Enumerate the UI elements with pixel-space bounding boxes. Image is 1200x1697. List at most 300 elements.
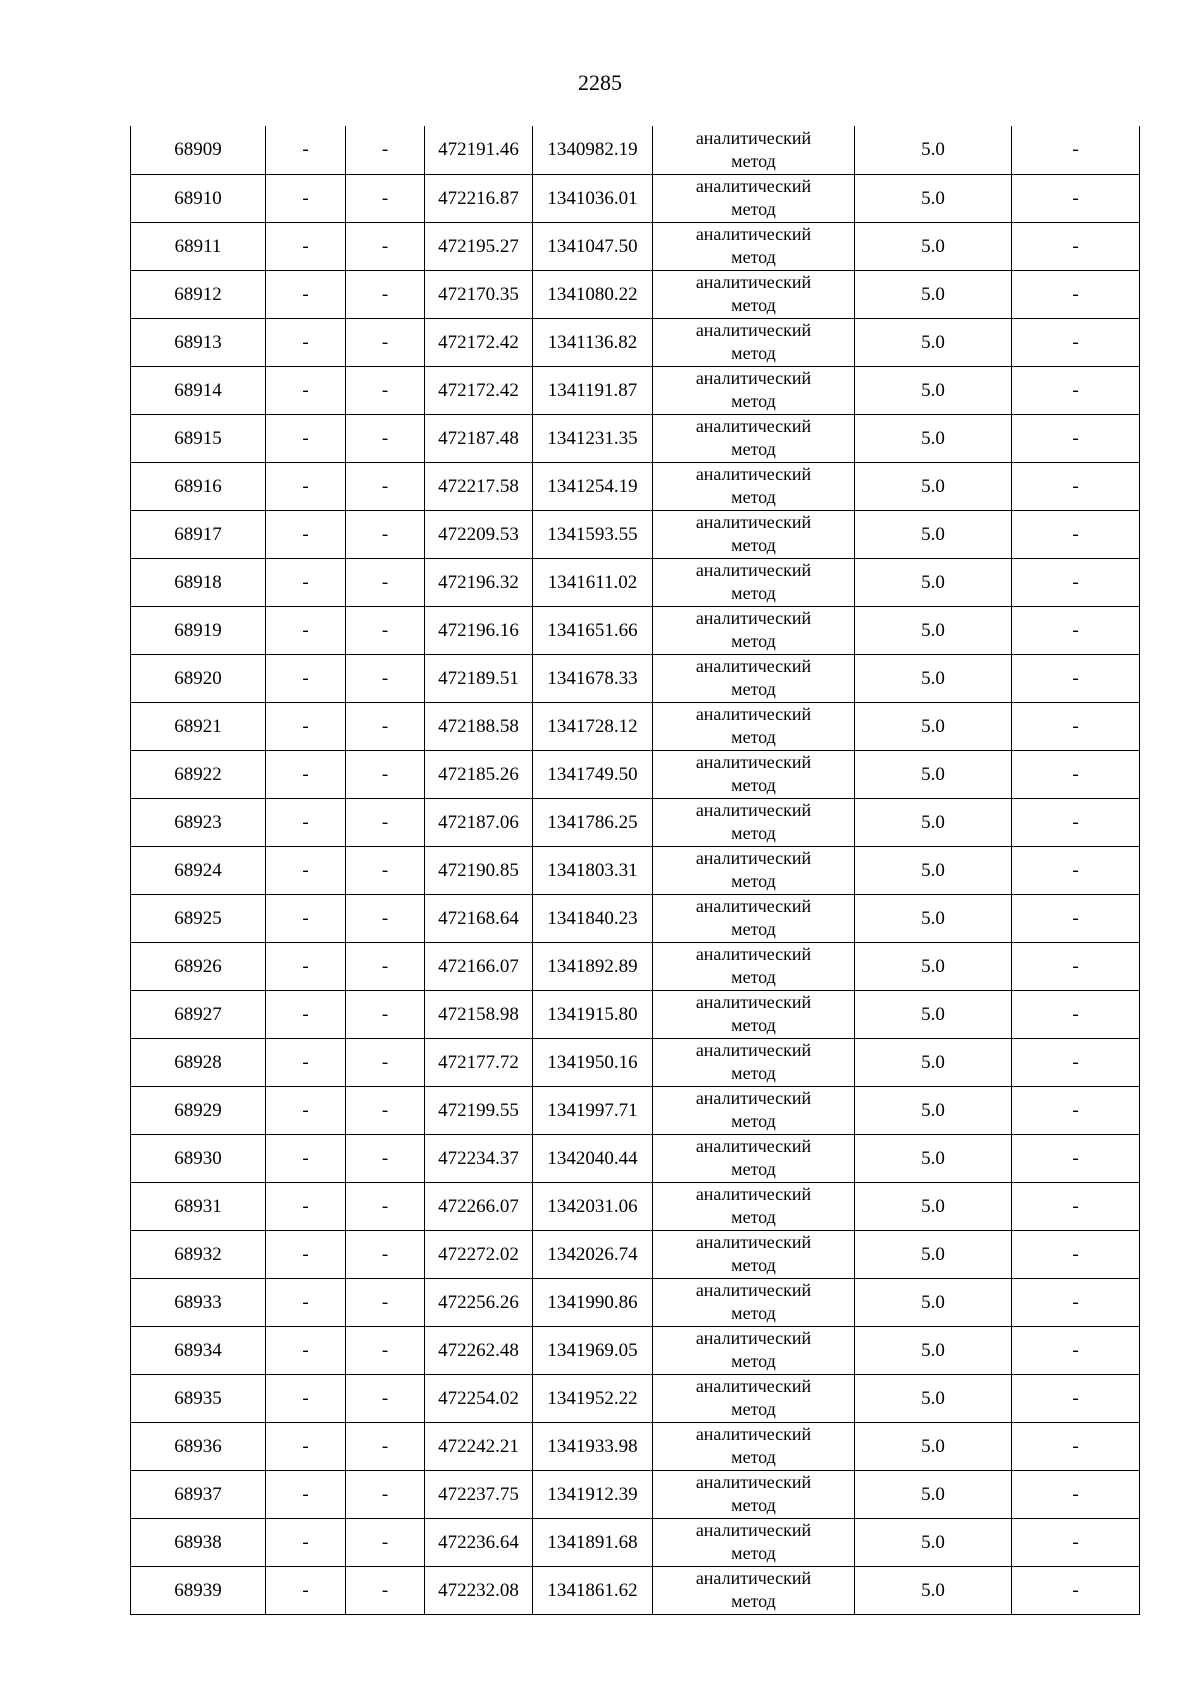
empty-column-3-cell: -: [346, 366, 425, 414]
empty-column-2-cell: -: [266, 1182, 346, 1230]
accuracy-cell: 5.0: [855, 366, 1012, 414]
empty-column-2-cell: -: [266, 990, 346, 1038]
y-coordinate-cell: 1340982.19: [533, 126, 653, 174]
method-line-2: метод: [731, 1447, 776, 1467]
method-line-1: аналитический: [695, 704, 812, 724]
empty-column-3-cell: -: [346, 1518, 425, 1566]
point-number-cell: 68923: [131, 798, 266, 846]
method-cell: [653, 654, 855, 702]
method-line-1: аналитический: [695, 320, 812, 340]
table-row: [131, 942, 1140, 990]
empty-column-3-cell: -: [346, 1038, 425, 1086]
method-line-1: аналитический: [695, 848, 812, 868]
x-coordinate-cell: 472187.48: [425, 414, 533, 462]
x-coordinate-cell: 472216.87: [425, 174, 533, 222]
empty-column-8-cell: -: [1012, 1230, 1140, 1278]
table-row: [131, 366, 1140, 414]
method-line-1: аналитический: [695, 1424, 812, 1444]
table-row: [131, 1470, 1140, 1518]
method-cell: [653, 1422, 855, 1470]
y-coordinate-cell: 1341593.55: [533, 510, 653, 558]
empty-column-2-cell: -: [266, 1230, 346, 1278]
table-row: [131, 1422, 1140, 1470]
y-coordinate-cell: 1341786.25: [533, 798, 653, 846]
method-line-2: метод: [731, 1591, 776, 1611]
x-coordinate-cell: 472168.64: [425, 894, 533, 942]
method-line-1: аналитический: [695, 1520, 812, 1540]
table-row: [131, 414, 1140, 462]
point-number-cell: 68938: [131, 1518, 266, 1566]
method-line-2: метод: [731, 1159, 776, 1179]
y-coordinate-cell: 1341136.82: [533, 318, 653, 366]
table-row: [131, 1326, 1140, 1374]
method-cell: [653, 1518, 855, 1566]
method-cell: [653, 462, 855, 510]
empty-column-3-cell: -: [346, 1230, 425, 1278]
empty-column-2-cell: -: [266, 1566, 346, 1614]
x-coordinate-cell: 472237.75: [425, 1470, 533, 1518]
empty-column-8-cell: -: [1012, 270, 1140, 318]
y-coordinate-cell: 1341861.62: [533, 1566, 653, 1614]
method-line-1: аналитический: [695, 416, 812, 436]
empty-column-8-cell: -: [1012, 1182, 1140, 1230]
table-body: [131, 126, 1140, 1614]
table-row: [131, 990, 1140, 1038]
y-coordinate-cell: 1341080.22: [533, 270, 653, 318]
point-number-cell: 68915: [131, 414, 266, 462]
empty-column-2-cell: -: [266, 798, 346, 846]
point-number-cell: 68924: [131, 846, 266, 894]
table-row: [131, 222, 1140, 270]
method-line-1: аналитический: [695, 992, 812, 1012]
empty-column-8-cell: -: [1012, 1326, 1140, 1374]
y-coordinate-cell: 1341840.23: [533, 894, 653, 942]
empty-column-2-cell: -: [266, 1086, 346, 1134]
y-coordinate-cell: 1341047.50: [533, 222, 653, 270]
method-cell: [653, 126, 855, 174]
x-coordinate-cell: 472172.42: [425, 318, 533, 366]
method-line-2: метод: [731, 1351, 776, 1371]
empty-column-2-cell: -: [266, 1374, 346, 1422]
method-line-1: аналитический: [695, 1280, 812, 1300]
method-line-2: метод: [731, 295, 776, 315]
table-row: [131, 174, 1140, 222]
empty-column-3-cell: -: [346, 654, 425, 702]
empty-column-3-cell: -: [346, 414, 425, 462]
empty-column-3-cell: -: [346, 1470, 425, 1518]
y-coordinate-cell: 1341912.39: [533, 1470, 653, 1518]
empty-column-8-cell: -: [1012, 174, 1140, 222]
method-line-2: метод: [731, 1399, 776, 1419]
point-number-cell: 68939: [131, 1566, 266, 1614]
page-number: 2285: [578, 70, 622, 95]
empty-column-2-cell: -: [266, 654, 346, 702]
accuracy-cell: 5.0: [855, 750, 1012, 798]
method-line-1: аналитический: [695, 1376, 812, 1396]
accuracy-cell: 5.0: [855, 462, 1012, 510]
table-row: [131, 462, 1140, 510]
empty-column-8-cell: -: [1012, 558, 1140, 606]
method-cell: [653, 702, 855, 750]
y-coordinate-cell: 1341990.86: [533, 1278, 653, 1326]
empty-column-2-cell: -: [266, 606, 346, 654]
x-coordinate-cell: 472236.64: [425, 1518, 533, 1566]
empty-column-2-cell: -: [266, 1134, 346, 1182]
accuracy-cell: 5.0: [855, 894, 1012, 942]
method-cell: [653, 1230, 855, 1278]
table-row: [131, 1038, 1140, 1086]
method-line-2: метод: [731, 679, 776, 699]
y-coordinate-cell: 1341728.12: [533, 702, 653, 750]
y-coordinate-cell: 1342031.06: [533, 1182, 653, 1230]
method-line-1: аналитический: [695, 656, 812, 676]
empty-column-8-cell: -: [1012, 990, 1140, 1038]
table-row: [131, 270, 1140, 318]
table-row: [131, 654, 1140, 702]
method-cell: [653, 1134, 855, 1182]
point-number-cell: 68932: [131, 1230, 266, 1278]
empty-column-8-cell: -: [1012, 1422, 1140, 1470]
empty-column-8-cell: -: [1012, 366, 1140, 414]
method-line-2: метод: [731, 1303, 776, 1323]
y-coordinate-cell: 1341952.22: [533, 1374, 653, 1422]
point-number-cell: 68913: [131, 318, 266, 366]
table-row: [131, 1230, 1140, 1278]
empty-column-8-cell: -: [1012, 1134, 1140, 1182]
method-line-2: метод: [731, 1543, 776, 1563]
x-coordinate-cell: 472217.58: [425, 462, 533, 510]
empty-column-3-cell: -: [346, 846, 425, 894]
point-number-cell: 68916: [131, 462, 266, 510]
method-cell: [653, 1566, 855, 1614]
method-line-1: аналитический: [695, 896, 812, 916]
method-cell: [653, 1278, 855, 1326]
y-coordinate-cell: 1341892.89: [533, 942, 653, 990]
method-cell: [653, 318, 855, 366]
empty-column-3-cell: -: [346, 174, 425, 222]
method-cell: [653, 846, 855, 894]
method-line-1: аналитический: [695, 1184, 812, 1204]
empty-column-8-cell: -: [1012, 1518, 1140, 1566]
coordinates-table: [130, 126, 1140, 1615]
point-number-cell: 68917: [131, 510, 266, 558]
empty-column-3-cell: -: [346, 1326, 425, 1374]
empty-column-3-cell: -: [346, 126, 425, 174]
empty-column-2-cell: -: [266, 558, 346, 606]
method-line-1: аналитический: [695, 752, 812, 772]
y-coordinate-cell: 1341933.98: [533, 1422, 653, 1470]
method-line-2: метод: [731, 391, 776, 411]
method-line-1: аналитический: [695, 176, 812, 196]
point-number-cell: 68921: [131, 702, 266, 750]
table-row: [131, 1518, 1140, 1566]
empty-column-3-cell: -: [346, 1374, 425, 1422]
method-line-1: аналитический: [695, 1472, 812, 1492]
method-cell: [653, 1086, 855, 1134]
y-coordinate-cell: 1341749.50: [533, 750, 653, 798]
method-cell: [653, 606, 855, 654]
empty-column-8-cell: -: [1012, 462, 1140, 510]
empty-column-2-cell: -: [266, 1518, 346, 1566]
method-line-1: аналитический: [695, 1232, 812, 1252]
x-coordinate-cell: 472242.21: [425, 1422, 533, 1470]
method-line-1: аналитический: [695, 1088, 812, 1108]
method-line-2: метод: [731, 727, 776, 747]
accuracy-cell: 5.0: [855, 414, 1012, 462]
x-coordinate-cell: 472199.55: [425, 1086, 533, 1134]
empty-column-3-cell: -: [346, 270, 425, 318]
empty-column-2-cell: -: [266, 318, 346, 366]
accuracy-cell: 5.0: [855, 1422, 1012, 1470]
method-line-1: аналитический: [695, 1568, 812, 1588]
empty-column-8-cell: -: [1012, 318, 1140, 366]
point-number-cell: 68934: [131, 1326, 266, 1374]
empty-column-3-cell: -: [346, 1422, 425, 1470]
accuracy-cell: 5.0: [855, 846, 1012, 894]
method-line-2: метод: [731, 775, 776, 795]
empty-column-3-cell: -: [346, 894, 425, 942]
empty-column-3-cell: -: [346, 462, 425, 510]
accuracy-cell: 5.0: [855, 318, 1012, 366]
method-line-2: метод: [731, 487, 776, 507]
empty-column-3-cell: -: [346, 942, 425, 990]
empty-column-8-cell: -: [1012, 1278, 1140, 1326]
method-cell: [653, 894, 855, 942]
method-line-1: аналитический: [695, 368, 812, 388]
empty-column-2-cell: -: [266, 1038, 346, 1086]
empty-column-8-cell: -: [1012, 1374, 1140, 1422]
method-line-1: аналитический: [695, 608, 812, 628]
method-cell: [653, 942, 855, 990]
empty-column-8-cell: -: [1012, 414, 1140, 462]
accuracy-cell: 5.0: [855, 1134, 1012, 1182]
y-coordinate-cell: 1341651.66: [533, 606, 653, 654]
point-number-cell: 68935: [131, 1374, 266, 1422]
empty-column-8-cell: -: [1012, 126, 1140, 174]
empty-column-8-cell: -: [1012, 846, 1140, 894]
x-coordinate-cell: 472188.58: [425, 702, 533, 750]
x-coordinate-cell: 472196.16: [425, 606, 533, 654]
method-line-1: аналитический: [695, 512, 812, 532]
empty-column-8-cell: -: [1012, 606, 1140, 654]
empty-column-8-cell: -: [1012, 1566, 1140, 1614]
accuracy-cell: 5.0: [855, 558, 1012, 606]
table-row: [131, 558, 1140, 606]
empty-column-2-cell: -: [266, 366, 346, 414]
method-line-2: метод: [731, 247, 776, 267]
method-line-1: аналитический: [695, 272, 812, 292]
method-cell: [653, 1038, 855, 1086]
point-number-cell: 68911: [131, 222, 266, 270]
method-line-1: аналитический: [695, 1040, 812, 1060]
empty-column-8-cell: -: [1012, 1086, 1140, 1134]
accuracy-cell: 5.0: [855, 942, 1012, 990]
accuracy-cell: 5.0: [855, 606, 1012, 654]
x-coordinate-cell: 472234.37: [425, 1134, 533, 1182]
empty-column-2-cell: -: [266, 702, 346, 750]
empty-column-3-cell: -: [346, 1566, 425, 1614]
method-cell: [653, 798, 855, 846]
table-row: [131, 1278, 1140, 1326]
accuracy-cell: 5.0: [855, 1038, 1012, 1086]
y-coordinate-cell: 1341915.80: [533, 990, 653, 1038]
method-line-2: метод: [731, 823, 776, 843]
empty-column-8-cell: -: [1012, 750, 1140, 798]
empty-column-3-cell: -: [346, 318, 425, 366]
method-cell: [653, 750, 855, 798]
method-line-2: метод: [731, 1111, 776, 1131]
method-line-1: аналитический: [695, 944, 812, 964]
method-line-1: аналитический: [695, 1328, 812, 1348]
method-line-2: метод: [731, 1255, 776, 1275]
method-line-2: метод: [731, 199, 776, 219]
empty-column-2-cell: -: [266, 1278, 346, 1326]
method-line-2: метод: [731, 919, 776, 939]
method-line-2: метод: [731, 439, 776, 459]
point-number-cell: 68930: [131, 1134, 266, 1182]
x-coordinate-cell: 472232.08: [425, 1566, 533, 1614]
empty-column-8-cell: -: [1012, 654, 1140, 702]
table-row: [131, 894, 1140, 942]
method-cell: [653, 558, 855, 606]
table-row: [131, 846, 1140, 894]
empty-column-3-cell: -: [346, 510, 425, 558]
method-cell: [653, 510, 855, 558]
point-number-cell: 68928: [131, 1038, 266, 1086]
method-line-1: аналитический: [695, 560, 812, 580]
accuracy-cell: 5.0: [855, 990, 1012, 1038]
empty-column-2-cell: -: [266, 1326, 346, 1374]
empty-column-3-cell: -: [346, 750, 425, 798]
table-row: [131, 750, 1140, 798]
table-row: [131, 1566, 1140, 1614]
point-number-cell: 68926: [131, 942, 266, 990]
empty-column-3-cell: -: [346, 1086, 425, 1134]
point-number-cell: 68919: [131, 606, 266, 654]
y-coordinate-cell: 1341231.35: [533, 414, 653, 462]
y-coordinate-cell: 1342026.74: [533, 1230, 653, 1278]
empty-column-2-cell: -: [266, 414, 346, 462]
x-coordinate-cell: 472266.07: [425, 1182, 533, 1230]
x-coordinate-cell: 472254.02: [425, 1374, 533, 1422]
method-line-2: метод: [731, 1207, 776, 1227]
empty-column-2-cell: -: [266, 174, 346, 222]
accuracy-cell: 5.0: [855, 510, 1012, 558]
empty-column-2-cell: -: [266, 750, 346, 798]
x-coordinate-cell: 472189.51: [425, 654, 533, 702]
method-line-2: метод: [731, 150, 776, 171]
accuracy-cell: 5.0: [855, 1470, 1012, 1518]
method-line-2: метод: [731, 1495, 776, 1515]
empty-column-3-cell: -: [346, 606, 425, 654]
empty-column-8-cell: -: [1012, 702, 1140, 750]
y-coordinate-cell: 1341678.33: [533, 654, 653, 702]
x-coordinate-cell: 472158.98: [425, 990, 533, 1038]
accuracy-cell: 5.0: [855, 702, 1012, 750]
empty-column-2-cell: -: [266, 270, 346, 318]
y-coordinate-cell: 1341969.05: [533, 1326, 653, 1374]
point-number-cell: 68920: [131, 654, 266, 702]
method-line-2: метод: [731, 871, 776, 891]
x-coordinate-cell: 472185.26: [425, 750, 533, 798]
method-cell: [653, 222, 855, 270]
empty-column-8-cell: -: [1012, 894, 1140, 942]
x-coordinate-cell: 472195.27: [425, 222, 533, 270]
empty-column-8-cell: -: [1012, 798, 1140, 846]
y-coordinate-cell: 1341803.31: [533, 846, 653, 894]
empty-column-2-cell: -: [266, 942, 346, 990]
y-coordinate-cell: 1341254.19: [533, 462, 653, 510]
empty-column-3-cell: -: [346, 222, 425, 270]
x-coordinate-cell: 472272.02: [425, 1230, 533, 1278]
empty-column-8-cell: -: [1012, 942, 1140, 990]
method-line-2: метод: [731, 583, 776, 603]
method-line-1: аналитический: [695, 127, 812, 148]
point-number-cell: 68912: [131, 270, 266, 318]
empty-column-3-cell: -: [346, 1134, 425, 1182]
empty-column-2-cell: -: [266, 1470, 346, 1518]
empty-column-8-cell: -: [1012, 510, 1140, 558]
accuracy-cell: 5.0: [855, 222, 1012, 270]
point-number-cell: 68937: [131, 1470, 266, 1518]
x-coordinate-cell: 472262.48: [425, 1326, 533, 1374]
method-cell: [653, 174, 855, 222]
method-line-1: аналитический: [695, 224, 812, 244]
empty-column-3-cell: -: [346, 990, 425, 1038]
table-row: [131, 318, 1140, 366]
table-row: [131, 1374, 1140, 1422]
method-line-2: метод: [731, 967, 776, 987]
point-number-cell: 68936: [131, 1422, 266, 1470]
method-line-2: метод: [731, 535, 776, 555]
method-cell: [653, 990, 855, 1038]
method-cell: [653, 1374, 855, 1422]
accuracy-cell: 5.0: [855, 1230, 1012, 1278]
accuracy-cell: 5.0: [855, 798, 1012, 846]
accuracy-cell: 5.0: [855, 270, 1012, 318]
point-number-cell: 68922: [131, 750, 266, 798]
y-coordinate-cell: 1341950.16: [533, 1038, 653, 1086]
x-coordinate-cell: 472209.53: [425, 510, 533, 558]
method-line-2: метод: [731, 1015, 776, 1035]
accuracy-cell: 5.0: [855, 1278, 1012, 1326]
x-coordinate-cell: 472170.35: [425, 270, 533, 318]
empty-column-2-cell: -: [266, 126, 346, 174]
point-number-cell: 68918: [131, 558, 266, 606]
table-row: [131, 798, 1140, 846]
point-number-cell: 68909: [131, 126, 266, 174]
empty-column-2-cell: -: [266, 894, 346, 942]
empty-column-2-cell: -: [266, 510, 346, 558]
y-coordinate-cell: 1341997.71: [533, 1086, 653, 1134]
empty-column-3-cell: -: [346, 702, 425, 750]
method-line-2: метод: [731, 343, 776, 363]
y-coordinate-cell: 1341036.01: [533, 174, 653, 222]
table-row: [131, 1086, 1140, 1134]
method-line-1: аналитический: [695, 1136, 812, 1156]
point-number-cell: 68933: [131, 1278, 266, 1326]
method-line-1: аналитический: [695, 464, 812, 484]
y-coordinate-cell: 1341611.02: [533, 558, 653, 606]
point-number-cell: 68929: [131, 1086, 266, 1134]
empty-column-2-cell: -: [266, 1422, 346, 1470]
method-cell: [653, 1326, 855, 1374]
x-coordinate-cell: 472172.42: [425, 366, 533, 414]
empty-column-8-cell: -: [1012, 1038, 1140, 1086]
method-cell: [653, 414, 855, 462]
empty-column-2-cell: -: [266, 222, 346, 270]
point-number-cell: 68927: [131, 990, 266, 1038]
